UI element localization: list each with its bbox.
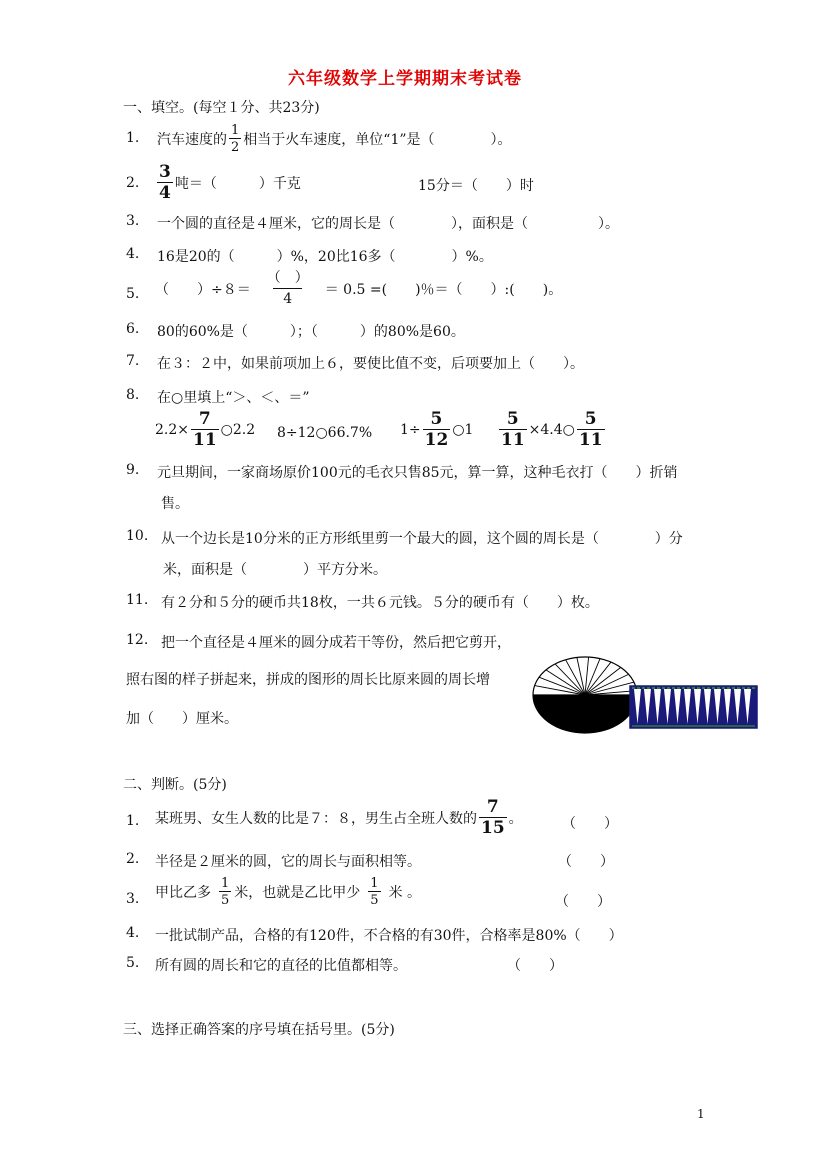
judge-1-number: 1. xyxy=(126,813,140,829)
circle-sector-lines xyxy=(535,657,637,695)
denominator: 11 xyxy=(193,430,217,450)
numerator: 1 xyxy=(370,876,379,891)
rearranged-strip-figure xyxy=(629,685,758,729)
circle-bottom-half xyxy=(533,695,637,733)
judge-3-pre: 甲比乙多 xyxy=(155,885,211,901)
numerator: （ ） xyxy=(266,270,309,286)
numerator: 5 xyxy=(584,409,597,429)
question-4-number: 4. xyxy=(126,246,140,262)
question-9-number: 9. xyxy=(126,462,140,478)
judge-1 xyxy=(155,799,523,837)
judge-4-text: 一批试制产品，合格的有120件，不合格的有30件，合格率是80%（ ） xyxy=(155,928,623,944)
judge-3-answer-paren: （ ） xyxy=(555,894,611,910)
denominator: 15 xyxy=(481,818,505,838)
denominator: 5 xyxy=(221,893,230,908)
judge-1-answer-paren: （ ） xyxy=(562,816,618,832)
question-6-number: 6. xyxy=(126,321,140,337)
question-8-number: 8. xyxy=(126,387,140,403)
question-10-line-1: 从一个边长是10分米的正方形纸里剪一个最大的圆，这个圆的周长是（ ）分 xyxy=(161,531,683,547)
question-10-line-2: 米，面积是（ ）平方分米。 xyxy=(163,562,387,578)
question-1 xyxy=(157,124,512,154)
judge-2-text: 半径是２厘米的圆，它的周长与面积相等。 xyxy=(155,854,421,870)
question-3-number: 3. xyxy=(126,213,140,229)
judge-3-mid: 米，也就是乙比甲少 xyxy=(234,885,361,901)
judge-1-post: 。 xyxy=(508,811,523,827)
denominator: 4 xyxy=(273,288,302,306)
section-3-heading: 三、选择正确答案的序号填在括号里。(5分) xyxy=(123,1022,395,1038)
fraction-three-quarters xyxy=(157,164,173,202)
comparison-1-pre: 2.2× xyxy=(155,422,189,438)
question-4-text: 16是20的（ ）%，20比16多（ ）%。 xyxy=(157,249,493,265)
question-2-number: 2. xyxy=(126,175,140,191)
comparison-3-pre: 1÷ xyxy=(400,422,421,438)
numerator: 1 xyxy=(221,876,230,891)
numerator: 7 xyxy=(198,409,211,429)
question-2-part-b: 15分＝（ ）时 xyxy=(418,178,534,194)
question-11-number: 11. xyxy=(126,592,149,608)
question-1-pre: 汽车速度的 xyxy=(157,132,227,148)
question-11-text: 有２分和５分的硬币共18枚，一共６元钱。５分的硬币有（ ）枚。 xyxy=(161,595,599,611)
question-12-line-2: 照右图的样子拼起来，拼成的图形的周长比原来圆的周长增 xyxy=(126,672,490,688)
section-2-heading: 二、判断。(5分) xyxy=(123,777,227,793)
comparison-2: 8÷12○66.7% xyxy=(277,425,373,441)
question-8-text: 在○里填上“＞、＜、＝” xyxy=(157,390,310,406)
fraction-seven-elevenths xyxy=(191,411,219,449)
question-5 xyxy=(155,271,562,306)
numerator: 5 xyxy=(506,409,519,429)
page-number: 1 xyxy=(697,1107,705,1121)
question-9-line-2: 售。 xyxy=(161,496,189,512)
question-3-text: 一个圆的直径是４厘米，它的周长是（ ），面积是（ ）。 xyxy=(157,216,619,232)
judge-3-number: 3. xyxy=(126,891,140,907)
question-2-part-a: 吨＝（ ）千克 xyxy=(174,176,301,192)
question-5-pre: （ ）÷８＝ xyxy=(155,281,251,298)
numerator: 5 xyxy=(430,409,443,429)
question-5-number: 5. xyxy=(126,286,140,302)
question-1-number: 1. xyxy=(126,130,140,146)
fraction-five-twelfths xyxy=(423,411,451,449)
judge-2-answer-paren: （ ） xyxy=(558,854,614,870)
question-12-line-1: 把一个直径是４厘米的圆分成若干等份，然后把它剪开， xyxy=(161,635,511,651)
denominator: 11 xyxy=(578,430,603,450)
question-1-post: 相当于火车速度，单位“1”是（ ）。 xyxy=(243,132,512,148)
question-12-number: 12. xyxy=(126,632,149,648)
denominator: 4 xyxy=(159,183,171,203)
question-2 xyxy=(155,164,301,202)
numerator: 3 xyxy=(159,162,171,182)
section-1-heading: 一、填空。(每空１分、共23分) xyxy=(123,100,320,116)
question-10-number: 10. xyxy=(126,528,149,544)
fraction-one-fifth xyxy=(219,877,231,907)
numerator: 1 xyxy=(231,123,240,138)
page-title: 六年级数学上学期期末考试卷 xyxy=(288,69,522,89)
judge-5-text: 所有圆的周长和它的直径的比值都相等。 xyxy=(155,958,407,974)
judge-2-number: 2. xyxy=(126,851,140,867)
comparison-4 xyxy=(497,411,607,449)
judge-3 xyxy=(155,877,421,907)
denominator: 12 xyxy=(424,430,449,450)
divided-circle-figure xyxy=(528,655,642,737)
question-5-post: ＝ 0.5 =( )％＝（ ）:( )。 xyxy=(324,281,563,298)
question-7-text: 在３：２中，如果前项加上６，要使比值不变，后项要加上（ ）。 xyxy=(157,356,584,372)
question-12-line-3: 加（ ）厘米。 xyxy=(126,711,238,727)
fraction-five-elevenths-2 xyxy=(577,411,605,449)
question-7-number: 7. xyxy=(126,353,140,369)
comparison-3 xyxy=(400,411,473,449)
judge-5-answer-paren: （ ） xyxy=(507,958,563,974)
numerator: 7 xyxy=(486,797,499,817)
judge-5-number: 5. xyxy=(126,955,140,971)
fraction-one-half xyxy=(229,124,241,154)
denominator: 2 xyxy=(231,140,240,155)
fraction-one-fifth-2 xyxy=(368,877,380,907)
denominator: 5 xyxy=(370,893,379,908)
fraction-blank-over-four xyxy=(257,271,319,306)
comparison-1-post: ○2.2 xyxy=(220,422,256,438)
fraction-seven-fifteenths xyxy=(479,799,507,837)
judge-4-number: 4. xyxy=(126,925,140,941)
denominator: 11 xyxy=(501,430,525,450)
comparison-1 xyxy=(155,411,255,449)
comparison-3-post: ○1 xyxy=(452,422,474,438)
question-9-line-1: 元旦期间，一家商场原价100元的毛衣只售85元，算一算，这种毛衣打（ ）折销 xyxy=(157,465,678,481)
fraction-five-elevenths xyxy=(499,411,527,449)
judge-1-pre: 某班男、女生人数的比是７：８，男生占全班人数的 xyxy=(155,811,477,827)
judge-3-post: 米 。 xyxy=(388,885,422,901)
question-6-text: 80的60%是（ ）；（ ）的80%是60。 xyxy=(157,324,465,340)
comparison-4-mid: ×4.4○ xyxy=(528,422,575,438)
